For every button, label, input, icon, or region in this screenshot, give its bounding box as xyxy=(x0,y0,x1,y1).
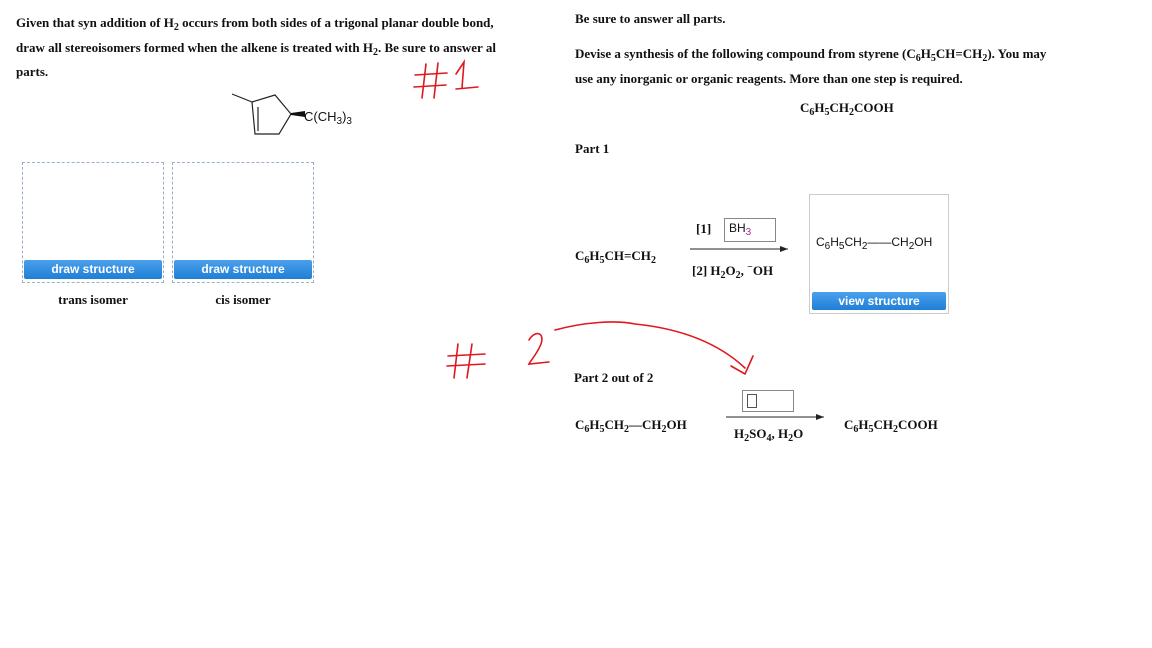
step-1-label: [1] xyxy=(696,221,712,236)
trans-isomer-draw-panel[interactable] xyxy=(22,162,164,283)
alkene-structure-diagram xyxy=(225,88,305,140)
part-2-product-formula: $C_6H_5CH_2COOH$ xyxy=(844,417,938,435)
reagent-1-box: $BH_3$ xyxy=(724,218,776,242)
question-line-1: Given that syn addition of $H_2$ occurs from both sides of a trigonal planar double bond, xyxy=(16,15,494,33)
reagent-answer-input[interactable] xyxy=(742,390,794,412)
synthesis-question-line-2: use any inorganic or organic reagents. More than one step is required. xyxy=(575,71,963,86)
view-structure-button[interactable]: view structure xyxy=(812,292,946,310)
part-1-heading: Part 1 xyxy=(575,141,610,156)
reaction-arrow-part2 xyxy=(726,412,828,422)
question-line-3: parts. xyxy=(16,64,49,79)
part-1-product-panel xyxy=(809,194,949,314)
target-compound-formula: $C_6H_5CH_2COOH$ xyxy=(800,100,894,118)
part-1-reactant-formula: $C_6H_5CH=CH_2$ xyxy=(575,248,656,266)
cis-isomer-caption: cis isomer xyxy=(215,292,271,307)
handwritten-mark-1-annotation xyxy=(412,58,484,102)
part-2-heading: Part 2 out of 2 xyxy=(574,370,654,385)
draw-structure-button[interactable]: draw structure xyxy=(24,260,162,279)
synthesis-question-line-1: Devise a synthesis of the following compound from styrene $(C_6H_5CH=CH_2)$. You may xyxy=(575,46,1047,64)
text-cursor-box xyxy=(747,394,757,408)
reaction-arrow-part1 xyxy=(690,244,792,254)
part-2-reactant-formula: $C_6H_5CH_2—CH_2OH$ xyxy=(575,417,687,435)
question-line-2: draw all stereoisomers formed when the alkene is treated with $H_2$. Be sure to answer al xyxy=(16,40,496,58)
answer-all-parts-instruction: Be sure to answer all parts. xyxy=(575,11,726,26)
tert-butyl-substituent-label: $C(CH_3)_3$ xyxy=(304,109,352,127)
draw-structure-button[interactable]: draw structure xyxy=(174,260,312,279)
part-2-reagent-conditions: $H_2SO_4$, $H_2O$ xyxy=(734,426,804,444)
trans-isomer-caption: trans isomer xyxy=(58,292,128,307)
cis-isomer-draw-panel[interactable] xyxy=(172,162,314,283)
step-2-reagent-label: [2] $H_2O_2$, −OH xyxy=(692,262,774,281)
part-1-product-formula: $C_6H_5CH_2——CH_2OH$ xyxy=(816,235,933,252)
